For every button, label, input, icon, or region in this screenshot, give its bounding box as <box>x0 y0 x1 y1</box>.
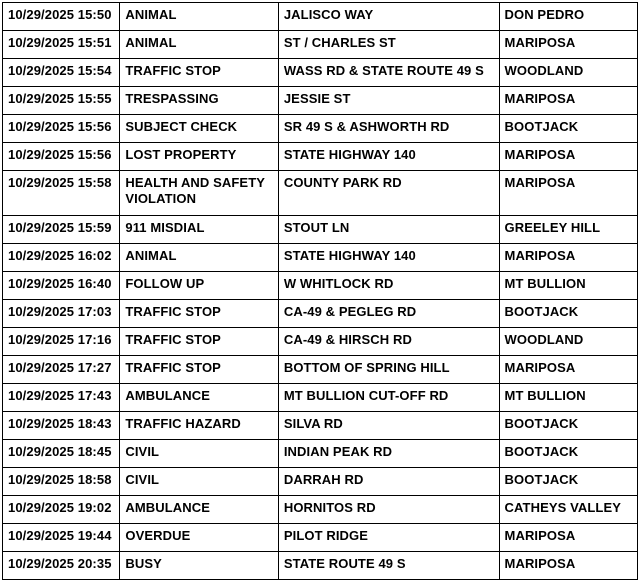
cell-location: COUNTY PARK RD <box>278 171 499 216</box>
cell-area: MARIPOSA <box>499 356 637 384</box>
cell-datetime: 10/29/2025 15:56 <box>3 115 120 143</box>
cell-datetime: 10/29/2025 19:44 <box>3 524 120 552</box>
cell-location: BOTTOM OF SPRING HILL <box>278 356 499 384</box>
cell-datetime: 10/29/2025 16:40 <box>3 272 120 300</box>
cell-datetime: 10/29/2025 19:02 <box>3 496 120 524</box>
cell-call-type: TRESPASSING <box>120 87 278 115</box>
cell-location: JALISCO WAY <box>278 3 499 31</box>
cell-call-type: TRAFFIC STOP <box>120 328 278 356</box>
cell-area: MARIPOSA <box>499 244 637 272</box>
cell-location: CA-49 & HIRSCH RD <box>278 328 499 356</box>
cell-datetime: 10/29/2025 18:45 <box>3 440 120 468</box>
cell-area: MARIPOSA <box>499 552 637 580</box>
cell-area: BOOTJACK <box>499 115 637 143</box>
cell-datetime: 10/29/2025 18:43 <box>3 412 120 440</box>
table-row <box>3 272 638 300</box>
table-row <box>3 356 638 384</box>
cell-area: CATHEYS VALLEY <box>499 496 637 524</box>
table-row <box>3 440 638 468</box>
cell-location: STATE ROUTE 49 S <box>278 552 499 580</box>
cell-location: STATE HIGHWAY 140 <box>278 244 499 272</box>
table-row <box>3 171 638 216</box>
cell-location: SR 49 S & ASHWORTH RD <box>278 115 499 143</box>
table-row <box>3 300 638 328</box>
table-row <box>3 496 638 524</box>
cell-call-type: HEALTH AND SAFETY VIOLATION <box>120 171 278 216</box>
cell-location: SILVA RD <box>278 412 499 440</box>
cell-area: MARIPOSA <box>499 143 637 171</box>
cell-location: HORNITOS RD <box>278 496 499 524</box>
cell-call-type: BUSY <box>120 552 278 580</box>
cell-datetime: 10/29/2025 17:03 <box>3 300 120 328</box>
table-row <box>3 244 638 272</box>
cell-call-type: ANIMAL <box>120 244 278 272</box>
cell-datetime: 10/29/2025 16:02 <box>3 244 120 272</box>
cell-area: BOOTJACK <box>499 300 637 328</box>
cell-call-type: CIVIL <box>120 468 278 496</box>
cell-datetime: 10/29/2025 15:59 <box>3 216 120 244</box>
cell-call-type: 911 MISDIAL <box>120 216 278 244</box>
cell-call-type: TRAFFIC STOP <box>120 59 278 87</box>
cell-location: PILOT RIDGE <box>278 524 499 552</box>
table-row <box>3 31 638 59</box>
cell-call-type: CIVIL <box>120 440 278 468</box>
cell-call-type: ANIMAL <box>120 3 278 31</box>
cell-area: MARIPOSA <box>499 31 637 59</box>
cell-call-type: AMBULANCE <box>120 496 278 524</box>
cell-call-type: FOLLOW UP <box>120 272 278 300</box>
cell-call-type: LOST PROPERTY <box>120 143 278 171</box>
cell-datetime: 10/29/2025 17:43 <box>3 384 120 412</box>
cell-datetime: 10/29/2025 15:56 <box>3 143 120 171</box>
table-row <box>3 115 638 143</box>
cell-location: STOUT LN <box>278 216 499 244</box>
cell-location: INDIAN PEAK RD <box>278 440 499 468</box>
table-row <box>3 87 638 115</box>
cell-call-type: TRAFFIC HAZARD <box>120 412 278 440</box>
cell-datetime: 10/29/2025 15:55 <box>3 87 120 115</box>
cell-call-type: OVERDUE <box>120 524 278 552</box>
cell-datetime: 10/29/2025 20:35 <box>3 552 120 580</box>
cell-datetime: 10/29/2025 15:50 <box>3 3 120 31</box>
table-row <box>3 328 638 356</box>
table-row <box>3 552 638 580</box>
cell-datetime: 10/29/2025 15:51 <box>3 31 120 59</box>
cell-area: BOOTJACK <box>499 440 637 468</box>
cell-area: DON PEDRO <box>499 3 637 31</box>
cell-datetime: 10/29/2025 18:58 <box>3 468 120 496</box>
cell-call-type: TRAFFIC STOP <box>120 300 278 328</box>
cell-area: WOODLAND <box>499 59 637 87</box>
cell-call-type: ANIMAL <box>120 31 278 59</box>
cell-area: MT BULLION <box>499 384 637 412</box>
cell-location: JESSIE ST <box>278 87 499 115</box>
table-row <box>3 524 638 552</box>
cell-area: MARIPOSA <box>499 87 637 115</box>
cell-area: MT BULLION <box>499 272 637 300</box>
cell-call-type: TRAFFIC STOP <box>120 356 278 384</box>
table-row <box>3 468 638 496</box>
cell-location: MT BULLION CUT-OFF RD <box>278 384 499 412</box>
table-row <box>3 216 638 244</box>
cell-location: W WHITLOCK RD <box>278 272 499 300</box>
table-row <box>3 3 638 31</box>
cell-location: DARRAH RD <box>278 468 499 496</box>
cell-call-type: AMBULANCE <box>120 384 278 412</box>
cell-area: BOOTJACK <box>499 468 637 496</box>
cell-location: ST / CHARLES ST <box>278 31 499 59</box>
call-log-table <box>2 2 638 580</box>
cell-area: WOODLAND <box>499 328 637 356</box>
cell-datetime: 10/29/2025 15:54 <box>3 59 120 87</box>
cell-area: BOOTJACK <box>499 412 637 440</box>
cell-location: STATE HIGHWAY 140 <box>278 143 499 171</box>
cell-call-type: SUBJECT CHECK <box>120 115 278 143</box>
table-row <box>3 384 638 412</box>
cell-location: WASS RD & STATE ROUTE 49 S <box>278 59 499 87</box>
cell-location: CA-49 & PEGLEG RD <box>278 300 499 328</box>
table-row <box>3 59 638 87</box>
cell-area: MARIPOSA <box>499 171 637 216</box>
cell-area: MARIPOSA <box>499 524 637 552</box>
table-row <box>3 412 638 440</box>
cell-datetime: 10/29/2025 17:16 <box>3 328 120 356</box>
cell-datetime: 10/29/2025 15:58 <box>3 171 120 216</box>
cell-datetime: 10/29/2025 17:27 <box>3 356 120 384</box>
cell-area: GREELEY HILL <box>499 216 637 244</box>
table-row <box>3 143 638 171</box>
